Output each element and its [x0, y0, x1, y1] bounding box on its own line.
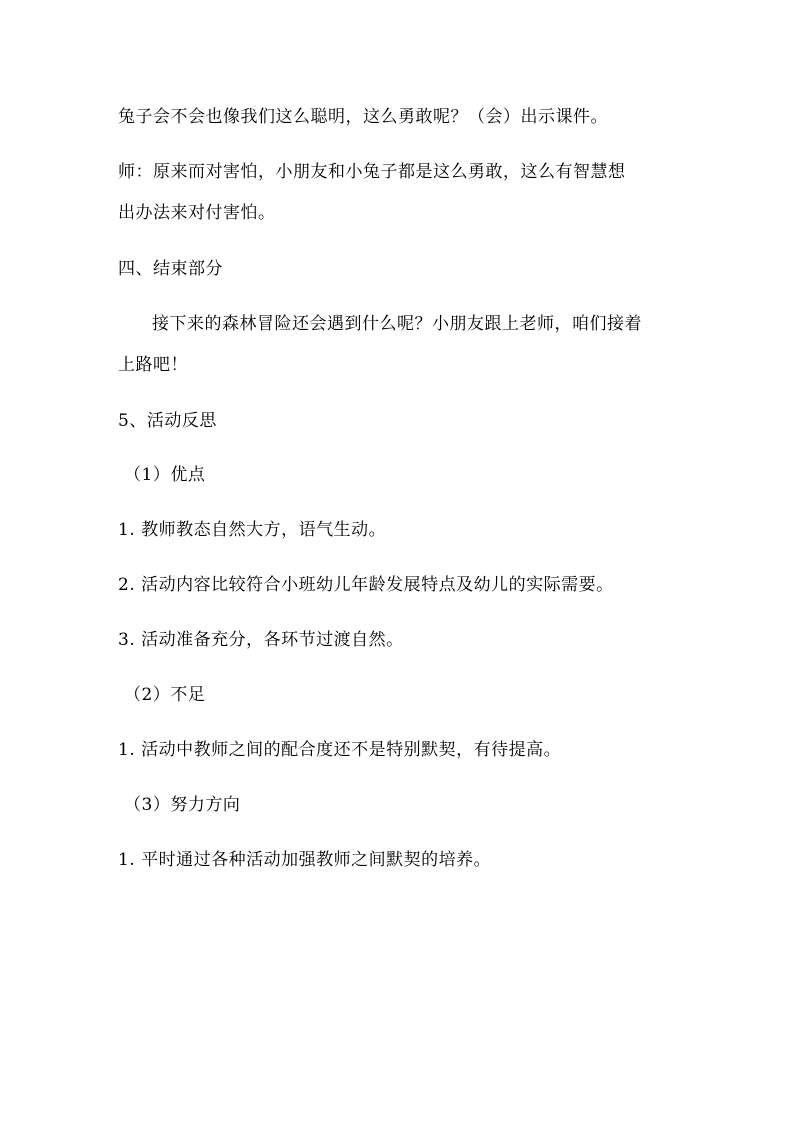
section-heading-reflection: 5、活动反思	[118, 411, 217, 431]
paragraph-rabbit-question: 兔子会不会也像我们这么聪明，这么勇敢呢？（会）出示课件。	[118, 107, 608, 127]
list-item-strength-2: 2. 活动内容比较符合小班幼儿年龄发展特点及幼儿的实际需要。	[118, 575, 614, 595]
paragraph-ending-line-2: 上路吧！	[118, 355, 188, 375]
subheading-weaknesses: （2）不足	[124, 685, 206, 705]
subheading-improvement: （3）努力方向	[124, 795, 241, 815]
list-item-improvement-1: 1. 平时通过各种活动加强教师之间默契的培养。	[118, 850, 492, 870]
list-item-strength-3: 3. 活动准备充分，各环节过渡自然。	[118, 630, 404, 650]
paragraph-ending-line-1: 接下来的森林冒险还会遇到什么呢？小朋友跟上老师，咱们接着	[152, 314, 642, 334]
list-item-weakness-1: 1. 活动中教师之间的配合度还不是特别默契，有待提高。	[118, 740, 562, 760]
paragraph-teacher-line-1: 师：原来而对害怕，小朋友和小兔子都是这么勇敢，这么有智慧想	[118, 162, 626, 182]
section-heading-ending: 四、结束部分	[118, 259, 223, 279]
subheading-strengths: （1）优点	[124, 465, 206, 485]
list-item-strength-1: 1. 教师教态自然大方，语气生动。	[118, 520, 387, 540]
paragraph-teacher-line-2: 出办法来对付害怕。	[118, 203, 276, 223]
